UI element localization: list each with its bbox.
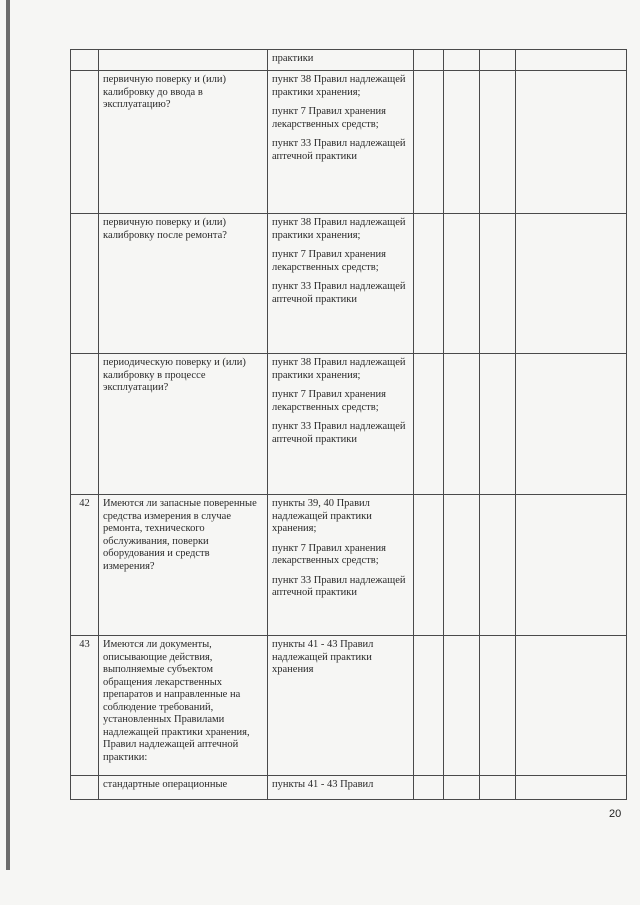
answer-no-cell[interactable]	[444, 636, 480, 776]
answer-na-cell[interactable]	[480, 354, 516, 495]
answer-na-cell[interactable]	[480, 214, 516, 354]
binding-edge	[6, 0, 10, 870]
answer-na-cell[interactable]	[480, 71, 516, 214]
answer-yes-cell[interactable]	[414, 776, 444, 800]
basis-cell	[268, 50, 414, 71]
row-number	[71, 71, 99, 214]
note-cell[interactable]	[516, 636, 627, 776]
basis-line: пункт 33 Правил надлежащей аптечной практики	[272, 421, 406, 445]
basis-cell	[268, 214, 414, 354]
basis-line: практики	[272, 53, 314, 64]
question-cell: первичную поверку и (или) калибровку до ввода в эксплуатацию?	[99, 71, 268, 214]
table-row	[71, 71, 627, 214]
note-cell[interactable]	[516, 776, 627, 800]
answer-na-cell[interactable]	[480, 636, 516, 776]
basis-line: пункт 7 Правил хранения лекарственных средств;	[272, 106, 386, 130]
basis-line: пункт 38 Правил надлежащей практики хранения;	[272, 217, 406, 241]
answer-na-cell[interactable]	[480, 776, 516, 800]
table-row	[71, 495, 627, 636]
answer-yes-cell[interactable]	[414, 354, 444, 495]
question-cell: стандартные операционные	[99, 776, 268, 800]
note-cell[interactable]	[516, 214, 627, 354]
answer-no-cell[interactable]	[444, 214, 480, 354]
answer-yes-cell[interactable]	[414, 495, 444, 636]
basis-line: пункты 41 - 43 Правил	[272, 779, 374, 790]
basis-cell	[268, 354, 414, 495]
answer-yes-cell[interactable]	[414, 636, 444, 776]
row-number	[71, 776, 99, 800]
row-number	[71, 214, 99, 354]
row-number	[71, 354, 99, 495]
row-number	[71, 50, 99, 71]
basis-cell	[268, 71, 414, 214]
basis-line: пункт 33 Правил надлежащей аптечной практики	[272, 281, 406, 305]
table-row	[71, 214, 627, 354]
question-cell	[99, 50, 268, 71]
basis-line: пункт 7 Правил хранения лекарственных средств;	[272, 542, 386, 566]
note-cell[interactable]	[516, 495, 627, 636]
basis-line: пункт 7 Правил хранения лекарственных средств;	[272, 389, 386, 413]
answer-yes-cell[interactable]	[414, 71, 444, 214]
note-cell[interactable]	[516, 50, 627, 71]
table-row	[71, 636, 627, 776]
answer-no-cell[interactable]	[444, 71, 480, 214]
answer-no-cell[interactable]	[444, 354, 480, 495]
question-cell: Имеются ли запасные поверенные средства измерения в случае ремонта, технического обслуживания, поверки оборудования и средств измерения?	[99, 495, 268, 636]
basis-cell	[268, 636, 414, 776]
note-cell[interactable]	[516, 354, 627, 495]
basis-line: пункт 33 Правил надлежащей аптечной практики	[272, 574, 406, 598]
table-row	[71, 50, 627, 71]
checklist-table	[70, 49, 627, 800]
basis-line: пункты 39, 40 Правил надлежащей практики хранения;	[272, 498, 372, 534]
basis-cell	[268, 776, 414, 800]
table-row	[71, 354, 627, 495]
table-row	[71, 776, 627, 800]
row-number: 42	[71, 495, 99, 636]
basis-line: пункт 38 Правил надлежащей практики хранения;	[272, 74, 406, 98]
basis-line: пункты 41 - 43 Правил надлежащей практики хранения	[272, 639, 374, 675]
basis-cell	[268, 495, 414, 636]
answer-no-cell[interactable]	[444, 495, 480, 636]
answer-na-cell[interactable]	[480, 495, 516, 636]
row-number: 43	[71, 636, 99, 776]
answer-yes-cell[interactable]	[414, 214, 444, 354]
answer-no-cell[interactable]	[444, 776, 480, 800]
question-cell: периодическую поверку и (или) калибровку в процессе эксплуатации?	[99, 354, 268, 495]
question-cell: первичную поверку и (или) калибровку после ремонта?	[99, 214, 268, 354]
answer-yes-cell[interactable]	[414, 50, 444, 71]
question-cell: Имеются ли документы, описывающие действия, выполняемые субъектом обращения лекарственных препаратов и направленные на соблюдение требований, установленных Правилами надлежащей практики хранения, Правил надлежащей аптечной практики:	[99, 636, 268, 776]
page-number: 20	[609, 808, 622, 820]
answer-no-cell[interactable]	[444, 50, 480, 71]
basis-line: пункт 7 Правил хранения лекарственных средств;	[272, 249, 386, 273]
answer-na-cell[interactable]	[480, 50, 516, 71]
note-cell[interactable]	[516, 71, 627, 214]
basis-line: пункт 38 Правил надлежащей практики хранения;	[272, 357, 406, 381]
basis-line: пункт 33 Правил надлежащей аптечной практики	[272, 138, 406, 162]
